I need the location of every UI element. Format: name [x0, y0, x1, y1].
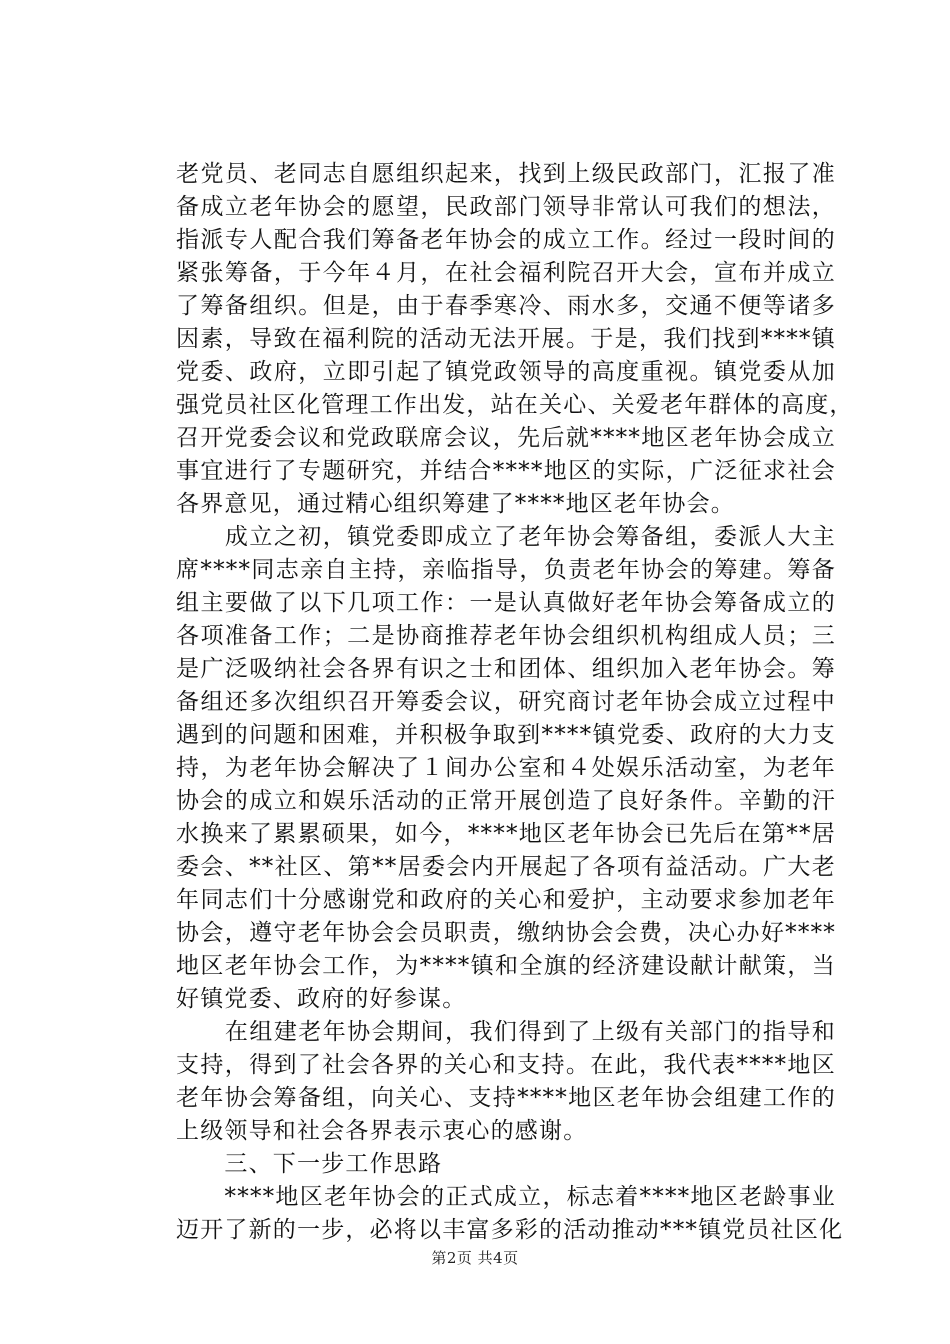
text-line: 强党员社区化管理工作出发，站在关心、关爱老年群体的高度， — [176, 392, 854, 418]
text-line: 水换来了累累硕果，如今，****地区老年协会已先后在第**居 — [176, 821, 836, 847]
page-footer: 第2页 共4页 — [431, 1249, 519, 1267]
text-line: 支持，得到了社会各界的关心和支持。在此，我代表****地区 — [176, 1052, 836, 1078]
text-line: 好镇党委、政府的好参谋。 — [176, 986, 467, 1012]
text-line: 协会，遵守老年协会会员职责，缴纳协会会费，决心办好**** — [176, 920, 836, 946]
text-line: 指派专人配合我们筹备老年协会的成立工作。经过一段时间的 — [176, 227, 836, 253]
text-line: 是广泛吸纳社会各界有识之士和团体、组织加入老年协会。筹 — [176, 656, 836, 682]
text-line: 成立之初，镇党委即成立了老年协会筹备组，委派人大主 — [176, 524, 836, 550]
text-line: 老党员、老同志自愿组织起来，找到上级民政部门，汇报了准 — [176, 161, 836, 187]
text-line: 了筹备组织。但是，由于春季寒冷、雨水多，交通不便等诸多 — [176, 293, 836, 319]
text-line: 上级领导和社会各界表示衷心的感谢。 — [176, 1118, 588, 1144]
text-line: 协会的成立和娱乐活动的正常开展创造了良好条件。辛勤的汗 — [176, 788, 836, 814]
text-line: 事宜进行了专题研究，并结合****地区的实际，广泛征求社会 — [176, 458, 836, 484]
text-line: 党委、政府，立即引起了镇党政领导的高度重视。镇党委从加 — [176, 359, 836, 385]
text-line: 地区老年协会工作，为****镇和全旗的经济建设献计献策，当 — [176, 953, 836, 979]
text-line: 各项准备工作；二是协商推荐老年协会组织机构组成人员；三 — [176, 623, 836, 649]
text-line: 持，为老年协会解决了１间办公室和４处娱乐活动室，为老年 — [176, 755, 836, 781]
text-line: 紧张筹备，于今年４月，在社会福利院召开大会，宣布并成立 — [176, 260, 836, 286]
text-line: ****地区老年协会的正式成立，标志着****地区老龄事业 — [176, 1184, 836, 1210]
text-line: 年同志们十分感谢党和政府的关心和爱护，主动要求参加老年 — [176, 887, 836, 913]
text-line: 备成立老年协会的愿望，民政部门领导非常认可我们的想法， — [176, 194, 836, 220]
text-line: 委会、**社区、第**居委会内开展起了各项有益活动。广大老 — [176, 854, 836, 880]
text-line: 席****同志亲自主持，亲临指导，负责老年协会的筹建。筹备 — [176, 557, 836, 583]
text-line: 召开党委会议和党政联席会议，先后就****地区老年协会成立 — [176, 425, 836, 451]
text-line: 老年协会筹备组，向关心、支持****地区老年协会组建工作的 — [176, 1085, 836, 1111]
text-line: 三、下一步工作思路 — [176, 1151, 443, 1177]
text-line: 组主要做了以下几项工作：一是认真做好老年协会筹备成立的 — [176, 590, 836, 616]
text-line: 遇到的问题和困难，并积极争取到****镇党委、政府的大力支 — [176, 722, 836, 748]
text-line: 各界意见，通过精心组织筹建了****地区老年协会。 — [176, 491, 735, 517]
text-line: 备组还多次组织召开筹委会议，研究商讨老年协会成立过程中 — [176, 689, 836, 715]
document-body — [176, 158, 854, 1247]
text-line: 因素，导致在福利院的活动无法开展。于是，我们找到****镇 — [176, 326, 836, 352]
text-line: 迈开了新的一步，必将以丰富多彩的活动推动***镇党员社区化 — [176, 1217, 844, 1243]
text-line: 在组建老年协会期间，我们得到了上级有关部门的指导和 — [176, 1019, 836, 1045]
